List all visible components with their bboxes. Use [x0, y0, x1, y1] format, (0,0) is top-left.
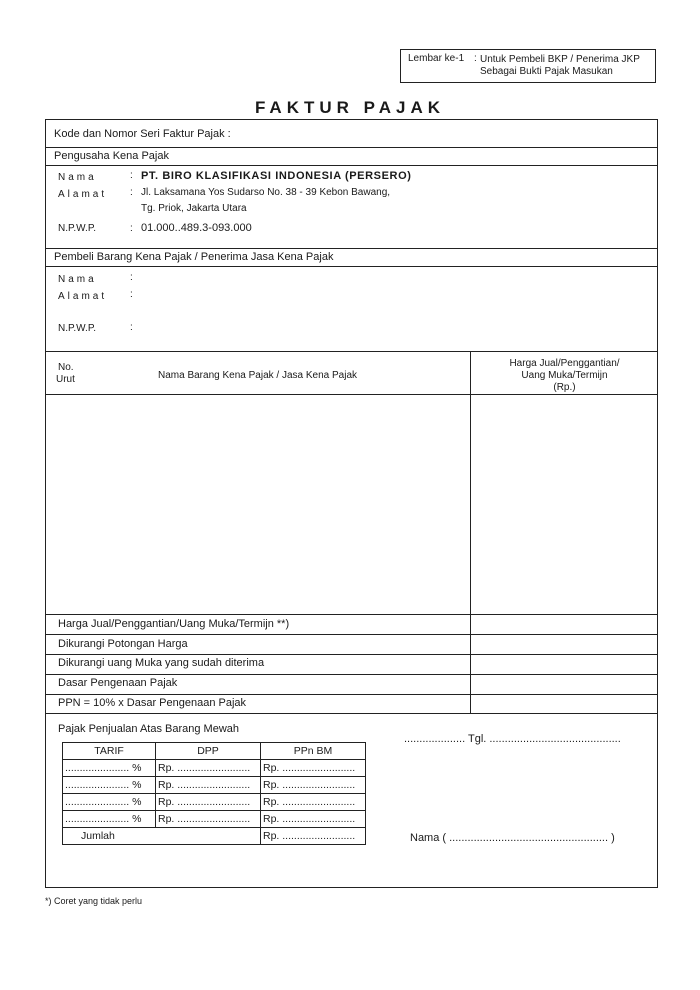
seller-address-colon: : [130, 187, 133, 198]
divider [45, 165, 658, 166]
total-row-4: Dasar Pengenaan Pajak [58, 677, 178, 689]
ppnbm-col-ppnbm: PPn BM [261, 743, 366, 760]
price-column-divider [470, 351, 471, 714]
signature-name-line: Nama ( .................................................... ) [410, 832, 615, 844]
seller-address-line-1: Jl. Laksamana Yos Sudarso No. 38 - 39 Kebon Bawang, [141, 187, 391, 198]
dpp-cell: Rp. ......................... [156, 777, 261, 794]
buyer-address-label: Alamat [58, 291, 108, 302]
tarif-cell: ...................... % [63, 777, 156, 794]
dpp-cell: Rp. ......................... [156, 811, 261, 828]
copy-colon: : [474, 53, 477, 64]
ppnbm-col-tarif: TARIF [63, 743, 156, 760]
divider [45, 634, 658, 635]
ppnbm-cell: Rp. ......................... [261, 777, 366, 794]
ppnbm-col-dpp: DPP [156, 743, 261, 760]
total-row-2: Dikurangi Potongan Harga [58, 638, 188, 650]
page-title: FAKTUR PAJAK [254, 98, 446, 117]
seller-name-colon: : [130, 170, 133, 181]
ppnbm-total-cell: Rp. ......................... [261, 828, 366, 845]
seller-npwp-colon: : [130, 223, 133, 234]
col-no-line-1: No. [58, 362, 74, 373]
total-row-3: Dikurangi uang Muka yang sudah diterima [58, 657, 265, 669]
col-price-line-3: (Rp.) [553, 382, 576, 393]
divider [45, 674, 658, 675]
divider [45, 694, 658, 695]
table-row [63, 777, 366, 794]
divider [45, 394, 658, 395]
table-row [63, 794, 366, 811]
tarif-cell: ...................... % [63, 794, 156, 811]
signature-date-line: .................... Tgl. ........................................... [404, 733, 621, 745]
buyer-address-colon: : [130, 289, 133, 300]
invoice-code-label: Kode dan Nomor Seri Faktur Pajak : [54, 128, 231, 140]
dpp-cell: Rp. ......................... [156, 794, 261, 811]
divider [45, 614, 658, 615]
col-no-line-2: Urut [56, 374, 75, 385]
ppnbm-cell: Rp. ......................... [261, 811, 366, 828]
copy-line-1: Untuk Pembeli BKP / Penerima JKP [480, 54, 640, 65]
buyer-heading: Pembeli Barang Kena Pajak / Penerima Jasa Kena Pajak [54, 251, 334, 263]
table-row [63, 760, 366, 777]
tarif-cell: ...................... % [63, 811, 156, 828]
dpp-cell: Rp. ......................... [156, 760, 261, 777]
divider [45, 248, 658, 249]
footnote: *) Coret yang tidak perlu [45, 896, 143, 906]
seller-address-line-2: Tg. Priok, Jakarta Utara [141, 203, 247, 214]
divider [45, 654, 658, 655]
seller-name-label: Nama [58, 172, 97, 183]
ppnbm-total-label [63, 828, 261, 845]
col-price-line-1: Harga Jual/Penggantian/ [509, 358, 620, 369]
ppnbm-total-label-text: Jumlah [81, 830, 115, 842]
seller-npwp: 01.000..489.3-093.000 [141, 222, 252, 234]
table-row [63, 811, 366, 828]
divider [45, 147, 658, 148]
seller-npwp-label: N.P.W.P. [58, 223, 96, 234]
divider [45, 266, 658, 267]
ppnbm-cell: Rp. ......................... [261, 794, 366, 811]
col-name-header: Nama Barang Kena Pajak / Jasa Kena Pajak [158, 370, 358, 381]
ppnbm-cell: Rp. ......................... [261, 760, 366, 777]
total-row-1: Harga Jual/Penggantian/Uang Muka/Termijn **) [58, 618, 290, 630]
divider [45, 351, 658, 352]
divider [45, 713, 658, 714]
ppnbm-heading: Pajak Penjualan Atas Barang Mewah [58, 723, 240, 735]
table-row [63, 743, 366, 760]
buyer-name-colon: : [130, 272, 133, 283]
seller-address-label: Alamat [58, 189, 108, 200]
buyer-name-label: Nama [58, 274, 97, 285]
copy-label: Lembar ke-1 [408, 53, 465, 64]
buyer-npwp-colon: : [130, 322, 133, 333]
ppnbm-table [62, 742, 366, 845]
buyer-npwp-label: N.P.W.P. [58, 323, 96, 334]
table-row [63, 828, 366, 845]
copy-line-2: Sebagai Bukti Pajak Masukan [480, 66, 613, 77]
seller-name: PT. BIRO KLASIFIKASI INDONESIA (PERSERO) [141, 170, 412, 182]
tarif-cell: ...................... % [63, 760, 156, 777]
seller-heading: Pengusaha Kena Pajak [54, 150, 169, 162]
total-row-5: PPN = 10% x Dasar Pengenaan Pajak [58, 697, 247, 709]
col-price-line-2: Uang Muka/Termijn [521, 370, 608, 381]
